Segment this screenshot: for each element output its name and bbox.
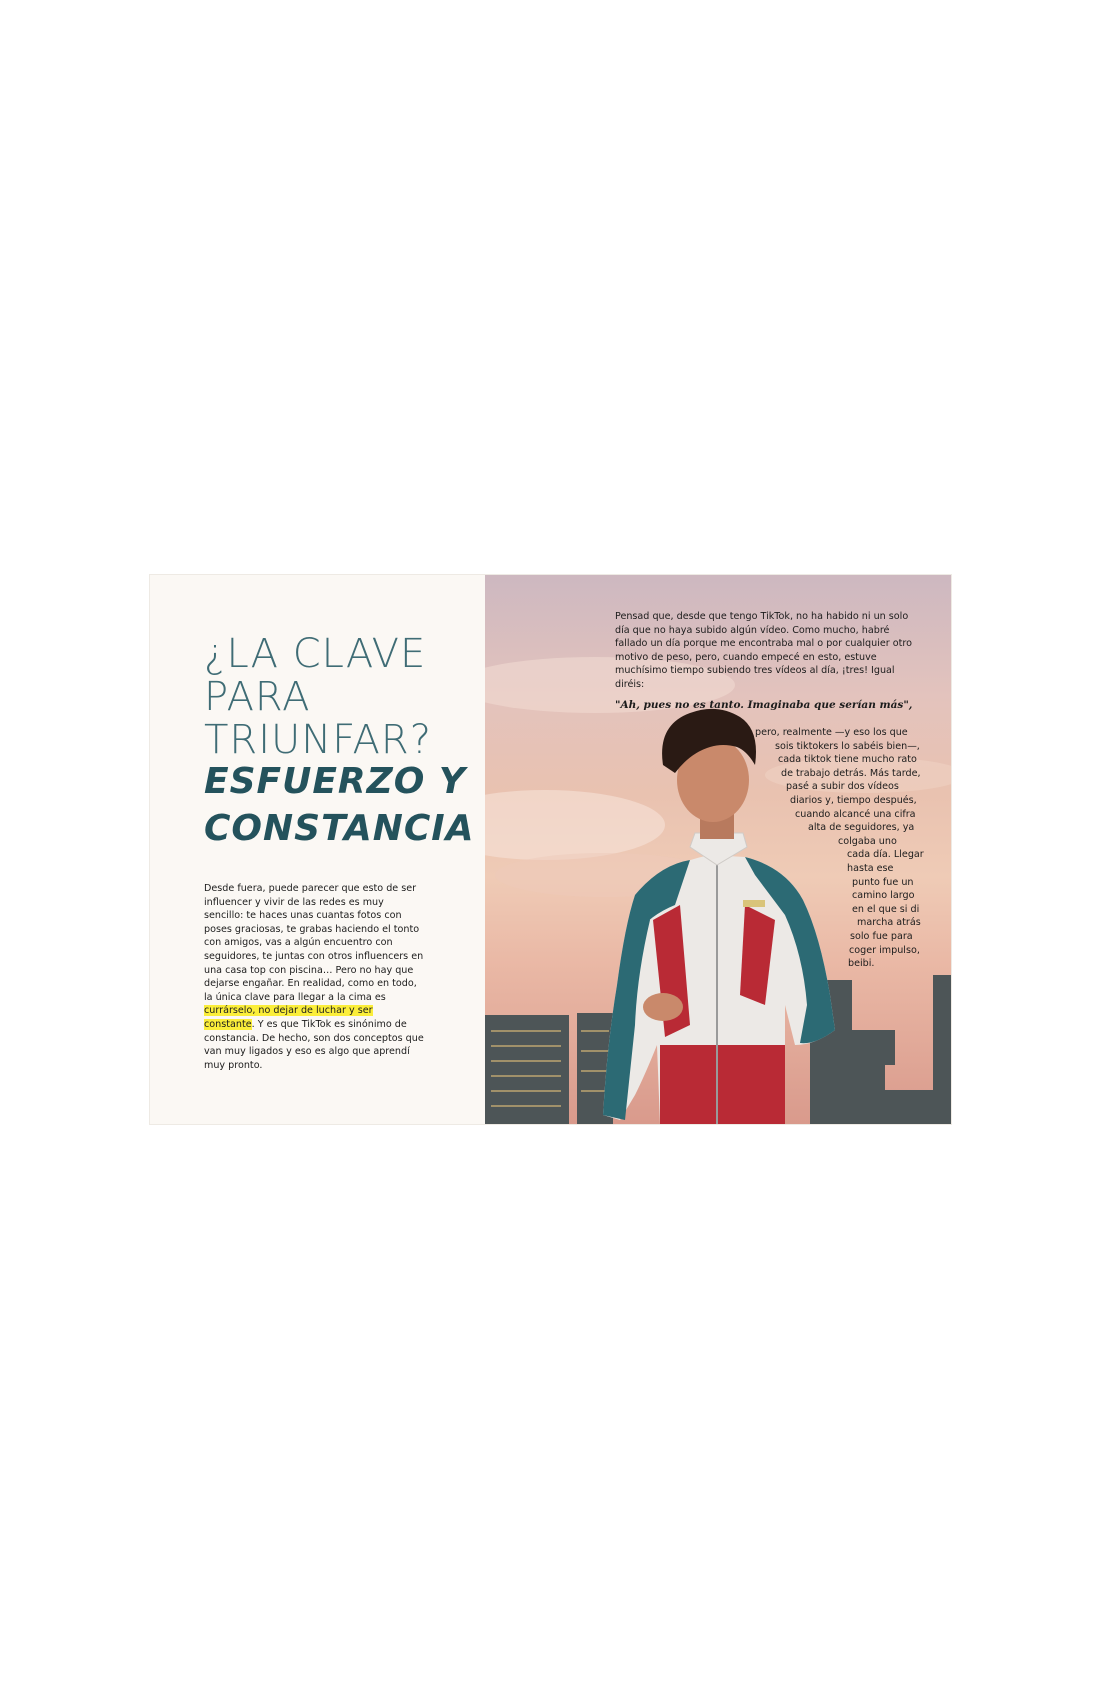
right-page-photo — [485, 575, 951, 1124]
title-light-line: PARA — [204, 674, 311, 720]
title-bold-line: CONSTANCIA — [204, 808, 475, 849]
rag-line: cada tiktok tiene mucho rato — [778, 754, 917, 766]
hand — [643, 993, 683, 1021]
rag-line: sois tiktokers lo sabéis bien—, — [775, 740, 920, 752]
handwritten-quote: "Ah, pues no es tanto. Imaginaba que serían más", — [615, 699, 913, 711]
rag-line: pero, realmente —y eso los que — [755, 727, 908, 738]
rag-line: colgaba uno — [838, 835, 897, 847]
rag-line: hasta ese — [847, 862, 894, 874]
rag-line: en el que si di — [852, 903, 920, 915]
rag-line: punto fue un — [852, 876, 914, 888]
title-light-line: ¿LA CLAVE — [204, 631, 427, 677]
rag-line: solo fue para — [850, 930, 913, 942]
rag-line: cuando alcancé una cifra — [795, 808, 916, 820]
body-text-after: . Y es que TikTok es sinónimo de constancia. De hecho, son dos conceptos que van muy ligados y eso es algo que aprendí muy pronto. — [204, 1018, 424, 1071]
rag-line: cada día. Llegar — [847, 849, 924, 861]
left-page — [150, 575, 485, 1124]
title-bold — [204, 758, 474, 852]
building — [835, 1090, 951, 1124]
highlighted-text: currárselo, no dejar de luchar y ser constante — [204, 1005, 373, 1030]
body-text-before: Desde fuera, puede parecer que esto de ser influencer y vivir de las redes es muy sencillo: te haces unas cuantas fotos con poses graciosas, te grabas haciendo el tonto con amigos, vas a algún encuentro con seguidores, te juntas con otros influencers en una casa top con piscina… Pero no hay que dejarse engañar. En realidad, como en todo, la única clave para llegar a la cima es — [204, 883, 424, 1003]
ragged-text-block — [485, 726, 951, 971]
rag-line: de trabajo detrás. Más tarde, — [781, 767, 921, 779]
rag-line: beibi. — [848, 958, 875, 970]
rag-line: marcha atrás — [857, 917, 921, 929]
title-bold-line: ESFUERZO Y — [204, 761, 466, 802]
rag-line: pasé a subir dos vídeos — [786, 781, 899, 793]
book-spread — [150, 575, 951, 1124]
jacket-bottom — [660, 1045, 785, 1124]
rag-line: coger impulso, — [849, 944, 920, 956]
title-light-line: TRIUNFAR? — [204, 717, 432, 763]
rag-line: camino largo — [852, 890, 915, 902]
right-intro-text: Pensad que, desde que tengo TikTok, no ha habido ni un solo día que no haya subido algún vídeo. Como mucho, habré fallado un día porque me encontraba mal o por cualquier otro motivo de peso, pero, cuando empecé en esto, estuve muchísimo tiempo subiendo tres vídeos al día, ¡tres! Igual diréis: — [615, 611, 913, 690]
rag-line: diarios y, tiempo después, — [790, 794, 917, 806]
title-light — [204, 633, 474, 762]
rag-line: alta de seguidores, ya — [808, 822, 915, 834]
left-body-text — [204, 882, 426, 1072]
building — [825, 1030, 895, 1065]
